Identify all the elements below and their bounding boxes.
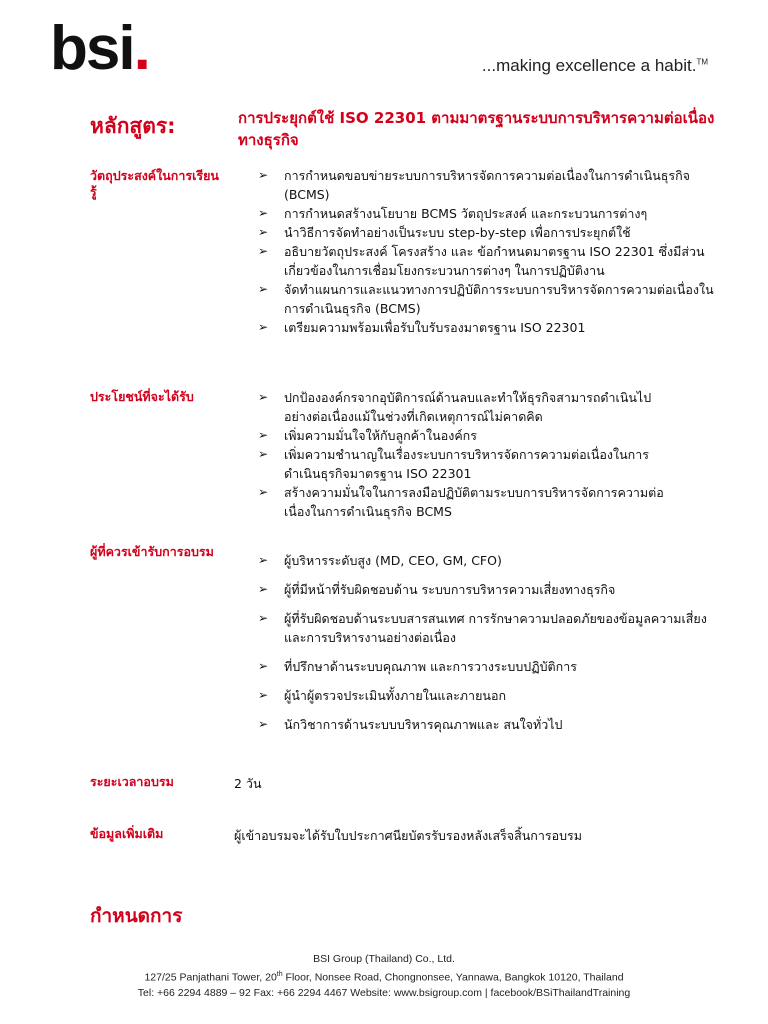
audience-label: ผู้ที่ควรเข้ารับการอบรม xyxy=(90,544,214,559)
benefits-list xyxy=(258,388,678,521)
list-item xyxy=(258,483,678,521)
arrow-bullet-icon: ➢ xyxy=(258,688,269,702)
list-item xyxy=(258,318,733,337)
list-item-text: เตรียมความพร้อมเพื่อรับใบรับรองมาตรฐาน ISO 22301 xyxy=(284,320,586,335)
arrow-bullet-icon: ➢ xyxy=(258,244,269,258)
list-item xyxy=(258,715,728,734)
list-item-text: การกำหนดขอบข่ายระบบการบริหารจัดการความต่อเนื่องในการดำเนินธุรกิจ (BCMS) xyxy=(284,168,691,202)
arrow-bullet-icon: ➢ xyxy=(258,225,269,239)
duration-value: 2 วัน xyxy=(234,776,262,791)
arrow-bullet-icon: ➢ xyxy=(258,582,269,596)
list-item xyxy=(258,280,733,318)
list-item-text: ผู้ที่รับผิดชอบด้านระบบสารสนเทศ การรักษาความปลอดภัยของข้อมูลความเสี่ยง และการบริหารงานอย่างต่อเนื่อง xyxy=(284,611,707,645)
tagline: ...making excellence a habit.™ xyxy=(481,56,708,75)
list-item-text: ผู้ที่มีหน้าที่รับผิดชอบด้าน ระบบการบริหารความเสี่ยงทางธุรกิจ xyxy=(284,582,616,597)
arrow-bullet-icon: ➢ xyxy=(258,485,269,499)
list-item-text: ปกป้ององค์กรจากอุบัติการณ์ด้านลบและทำให้ธุรกิจสามารถดำเนินไปอย่างต่อเนื่องแม้ในช่วงที่เกิดเหตุการณ์ไม่คาดคิด xyxy=(284,390,652,424)
footer-company: BSI Group (Thailand) Co., Ltd. xyxy=(313,953,455,965)
more-info-value: ผู้เข้าอบรมจะได้รับใบประกาศนียบัตรรับรองหลังเสร็จสิ้นการอบรม xyxy=(234,828,582,843)
list-item-text: เพิ่มความชำนาญในเรื่องระบบการบริหารจัดการความต่อเนื่องในการดำเนินธุรกิจมาตรฐาน ISO 22301 xyxy=(284,447,649,481)
list-item-text: ผู้นำผู้ตรวจประเมินทั้งภายในและภายนอก xyxy=(284,688,507,703)
list-item xyxy=(258,657,728,676)
list-item xyxy=(258,388,678,426)
bsi-logo: bsi. xyxy=(50,14,149,83)
audience-list xyxy=(258,551,728,744)
arrow-bullet-icon: ➢ xyxy=(258,320,269,334)
list-item-text: ที่ปรึกษาด้านระบบคุณภาพ และการวางระบบปฏิบัติการ xyxy=(284,659,577,674)
list-item xyxy=(258,686,728,705)
arrow-bullet-icon: ➢ xyxy=(258,390,269,404)
course-title: การประยุกต์ใช้ ISO 22301 ตามมาตรฐานระบบการบริหารความต่อเนื่องทางธุรกิจ xyxy=(238,109,715,149)
objectives-list xyxy=(258,166,733,337)
list-item-text: เพิ่มความมั่นใจให้กับลูกค้าในองค์กร xyxy=(284,428,477,443)
arrow-bullet-icon: ➢ xyxy=(258,168,269,182)
list-item xyxy=(258,242,733,280)
arrow-bullet-icon: ➢ xyxy=(258,659,269,673)
list-item xyxy=(258,223,733,242)
objectives-label: วัตถุประสงค์ในการเรียนรู้ xyxy=(90,168,219,199)
list-item xyxy=(258,580,728,599)
list-item xyxy=(258,204,733,223)
footer-contact: Tel: +66 2294 4889 – 92 Fax: +66 2294 4467 Website: www.bsigroup.com | facebook/BSiThailandTraining xyxy=(137,986,631,999)
list-item xyxy=(258,445,678,483)
arrow-bullet-icon: ➢ xyxy=(258,717,269,731)
list-item-text: สร้างความมั่นใจในการลงมือปฏิบัติตามระบบการบริหารจัดการความต่อเนื่องในการดำเนินธุรกิจ BCMS xyxy=(284,485,664,519)
course-label: หลักสูตร: xyxy=(90,114,176,138)
arrow-bullet-icon: ➢ xyxy=(258,447,269,461)
list-item-text: นักวิชาการด้านระบบบริหารคุณภาพและ สนใจทั่วไป xyxy=(284,717,563,732)
list-item xyxy=(258,426,678,445)
more-info-label: ข้อมูลเพิ่มเติม xyxy=(90,826,164,841)
list-item-text: อธิบายวัตถุประสงค์ โครงสร้าง และ ข้อกำหนดมาตรฐาน ISO 22301 ซึ่งมีส่วนเกี่ยวข้องในการเชื่อมโยงกระบวนการต่างๆ ในการปฏิบัติงาน xyxy=(284,244,705,278)
benefits-label: ประโยชน์ที่จะได้รับ xyxy=(90,389,194,404)
list-item-text: นำวิธีการจัดทำอย่างเป็นระบบ step-by-step เพื่อการประยุกต์ใช้ xyxy=(284,225,631,240)
arrow-bullet-icon: ➢ xyxy=(258,553,269,567)
list-item xyxy=(258,166,733,204)
duration-label: ระยะเวลาอบรม xyxy=(90,774,174,789)
arrow-bullet-icon: ➢ xyxy=(258,206,269,220)
list-item-text: ผู้บริหารระดับสูง (MD, CEO, GM, CFO) xyxy=(284,553,502,568)
list-item xyxy=(258,551,728,570)
arrow-bullet-icon: ➢ xyxy=(258,428,269,442)
arrow-bullet-icon: ➢ xyxy=(258,282,269,296)
arrow-bullet-icon: ➢ xyxy=(258,611,269,625)
list-item-text: การกำหนดสร้างนโยบาย BCMS วัตถุประสงค์ และกระบวนการต่างๆ xyxy=(284,206,648,221)
list-item-text: จัดทำแผนการและแนวทางการปฏิบัติการระบบการบริหารจัดการความต่อเนื่องในการดำเนินธุรกิจ (BCMS) xyxy=(284,282,714,316)
list-item xyxy=(258,609,728,647)
footer xyxy=(0,952,768,1001)
footer-address: 127/25 Panjathani Tower, 20th Floor, Nonsee Road, Chongnonsee, Yannawa, Bangkok 10120, Thailand xyxy=(144,971,624,984)
schedule-heading: กำหนดการ xyxy=(90,905,183,927)
